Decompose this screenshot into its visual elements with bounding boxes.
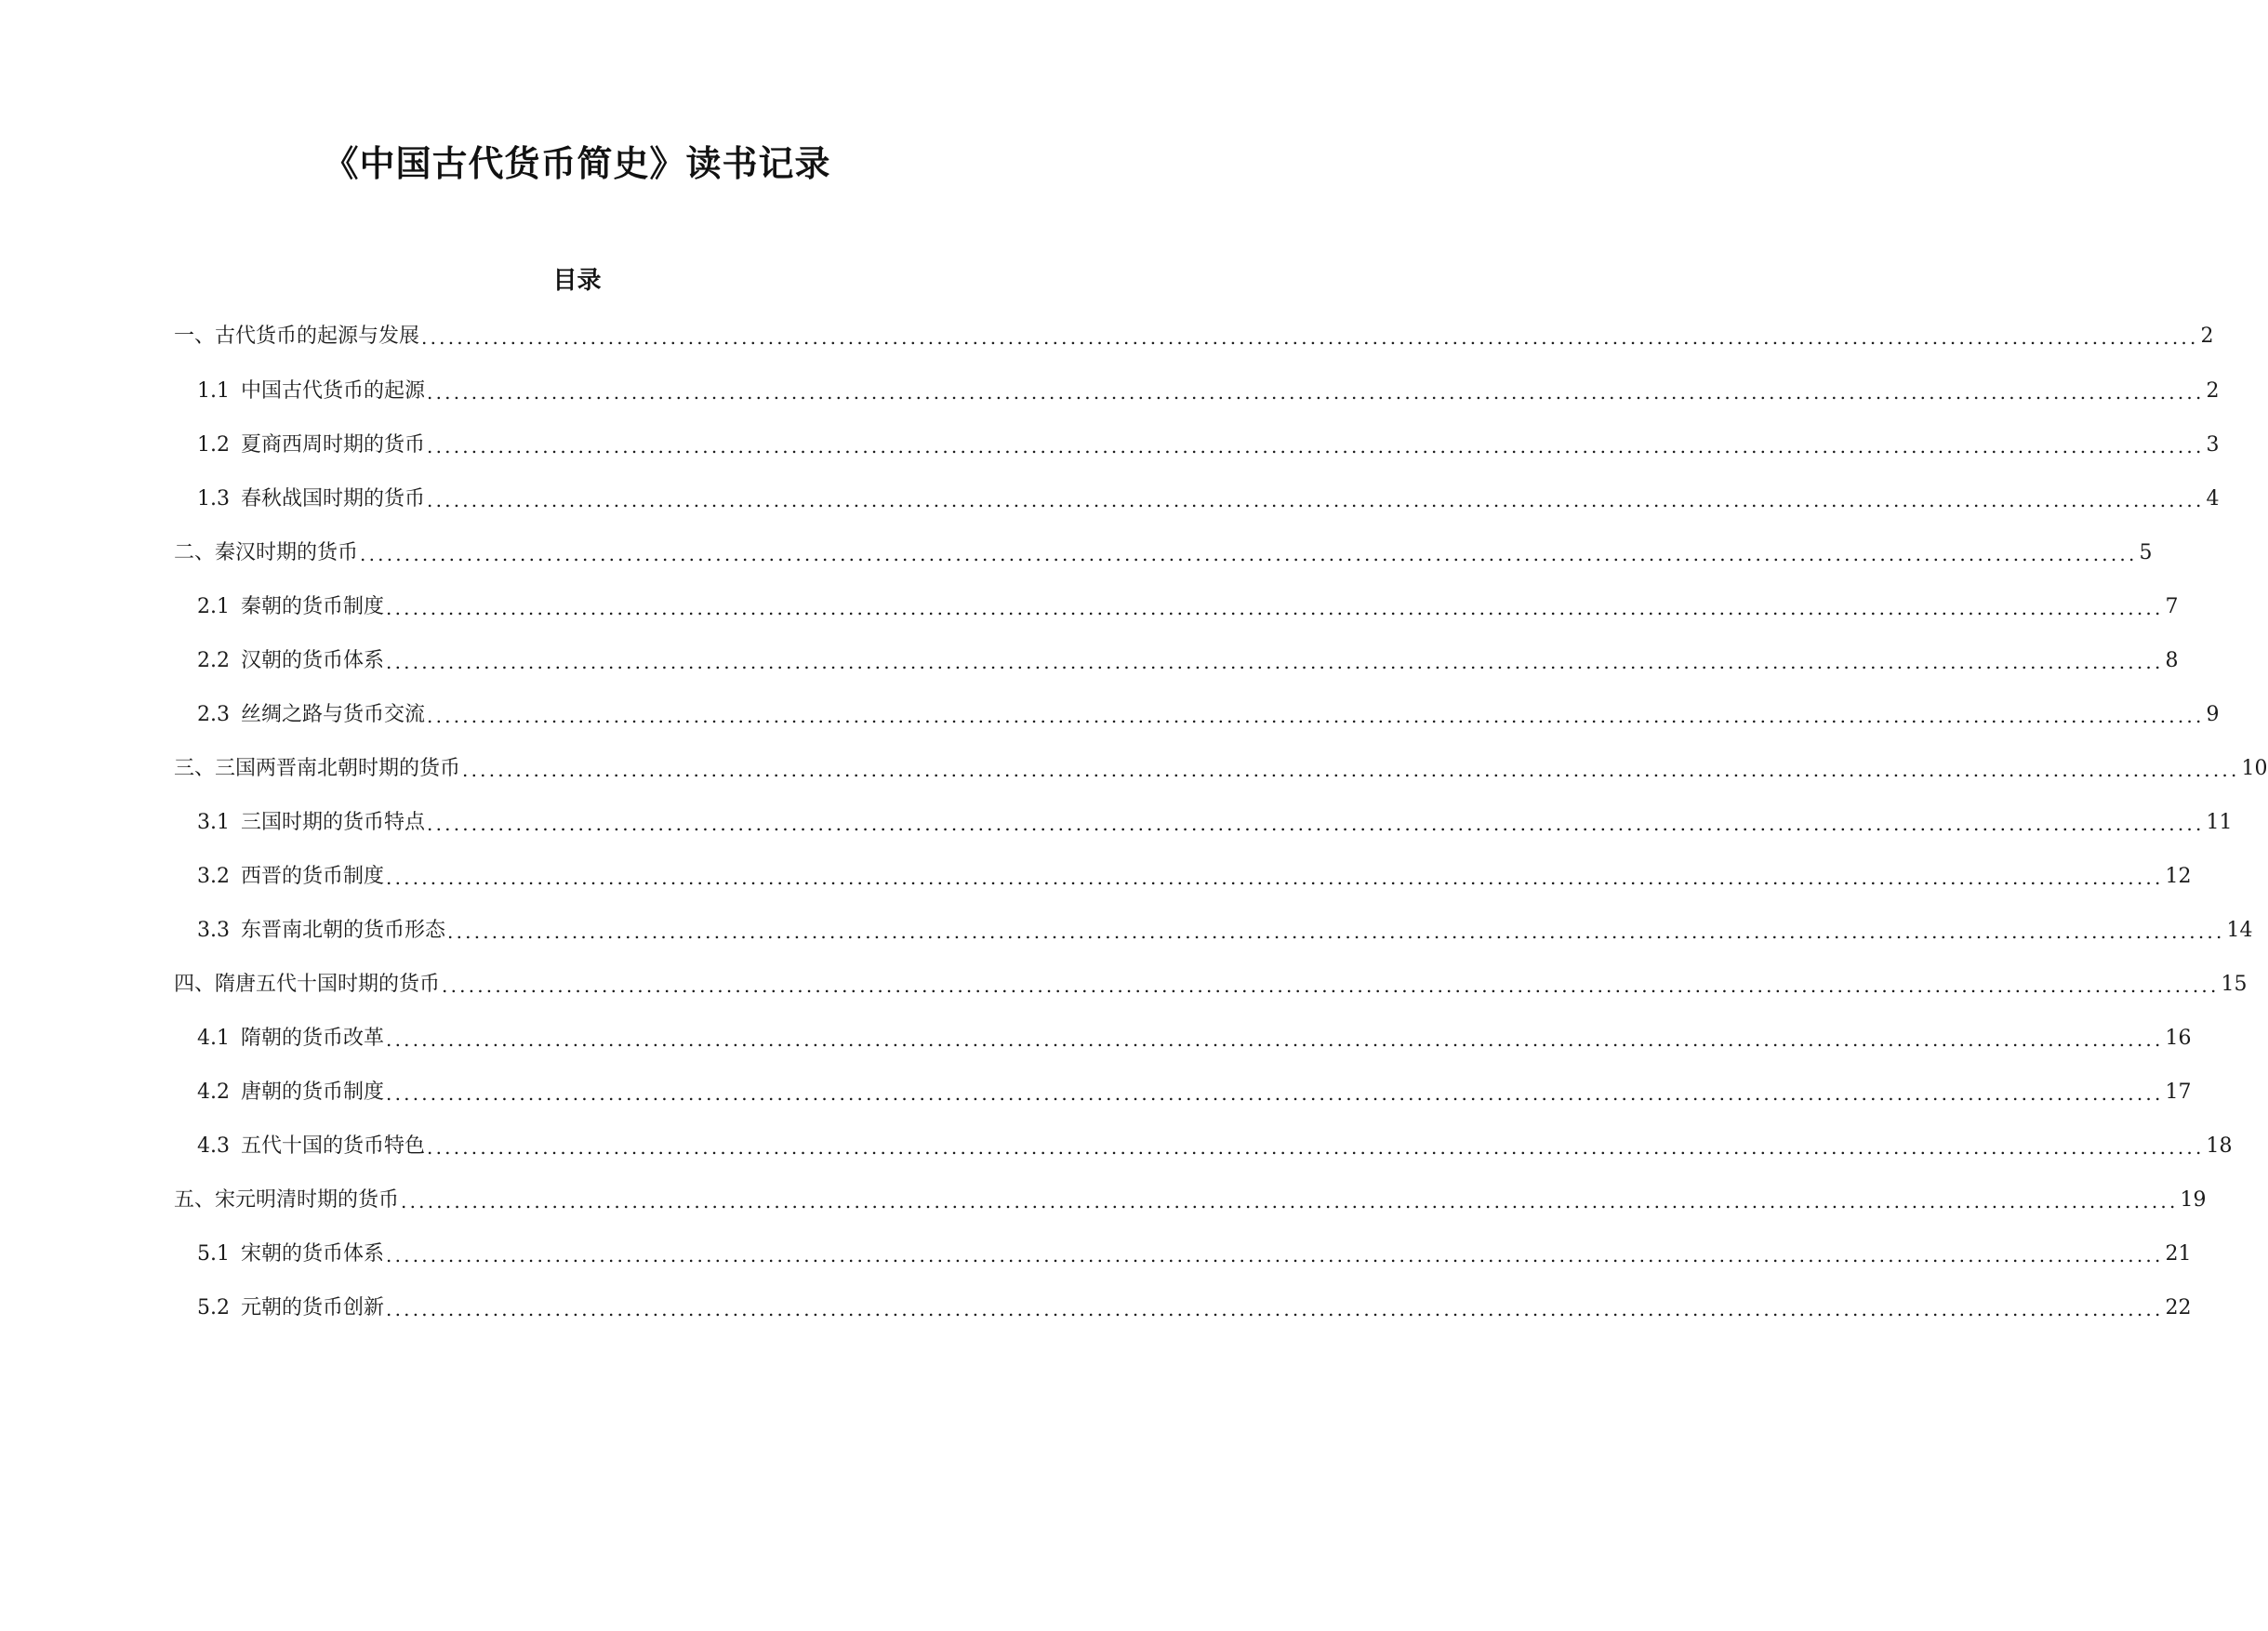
toc-entry[interactable] — [197, 806, 2233, 838]
toc-page-number: 9 — [2206, 703, 2220, 726]
toc-leader-dots: ........................................................................................................................................................................................................ — [386, 1082, 2164, 1105]
toc-leader-dots: ........................................................................................................................................................................................................ — [386, 651, 2164, 673]
toc-leader-dots: ........................................................................................................................................................................................................ — [462, 759, 2240, 781]
toc-entry-title: 西晋的货币制度 — [241, 865, 385, 888]
toc-entry-title: 四、隋唐五代十国时期的货币 — [174, 973, 441, 996]
toc-entry[interactable] — [174, 752, 2268, 784]
toc-section-number: 5.2 — [197, 1296, 230, 1319]
toc-entry[interactable] — [197, 375, 2220, 406]
toc-entry-title: 宋朝的货币体系 — [241, 1242, 385, 1266]
toc-page-number: 10 — [2241, 757, 2268, 780]
toc-section-number: 4.3 — [197, 1134, 230, 1158]
toc-entry[interactable] — [197, 1292, 2192, 1323]
toc-page-number: 15 — [2221, 973, 2248, 996]
toc-section-number: 4.2 — [197, 1081, 230, 1104]
toc-page-number: 5 — [2139, 541, 2153, 564]
toc-leader-dots: ........................................................................................................................................................................................................ — [386, 597, 2164, 619]
toc-leader-dots: ........................................................................................................................................................................................................ — [427, 489, 2205, 511]
toc-entry-title: 五、宋元明清时期的货币 — [174, 1188, 400, 1212]
toc-entry-title: 三、三国两晋南北朝时期的货币 — [174, 757, 461, 780]
toc-section-number: 2.1 — [197, 595, 230, 618]
toc-entry[interactable] — [197, 914, 2253, 946]
toc-section-number: 5.1 — [197, 1242, 230, 1266]
toc-section-number: 2.3 — [197, 703, 230, 726]
toc-leader-dots: ........................................................................................................................................................................................................ — [427, 381, 2205, 404]
toc-entry[interactable] — [197, 429, 2220, 460]
toc-entry-title: 五代十国的货币特色 — [241, 1134, 426, 1158]
toc-leader-dots: ........................................................................................................................................................................................................ — [427, 705, 2205, 727]
toc-page-number: 7 — [2165, 595, 2179, 618]
toc-page-number: 21 — [2165, 1242, 2192, 1266]
toc-leader-dots: ........................................................................................................................................................................................................ — [427, 1136, 2205, 1159]
toc-page-number: 17 — [2165, 1081, 2192, 1104]
toc-section-number: 1.1 — [197, 379, 230, 403]
toc-entry[interactable] — [197, 590, 2179, 622]
toc-page-number: 3 — [2206, 433, 2220, 457]
toc-leader-dots: ........................................................................................................................................................................................................ — [427, 813, 2205, 835]
toc-entry[interactable] — [174, 537, 2153, 568]
toc-entry-title: 三国时期的货币特点 — [241, 811, 426, 834]
toc-entry[interactable] — [174, 1184, 2207, 1215]
toc-heading: 目录 — [552, 267, 602, 295]
toc-section-number: 4.1 — [197, 1027, 230, 1050]
toc-leader-dots: ........................................................................................................................................................................................................ — [447, 921, 2225, 943]
toc-page-number: 12 — [2165, 865, 2192, 888]
toc-leader-dots: ........................................................................................................................................................................................................ — [401, 1190, 2179, 1213]
toc-entry-title: 隋朝的货币改革 — [241, 1027, 385, 1050]
toc-entry[interactable] — [197, 644, 2179, 676]
toc-page-number: 11 — [2206, 811, 2233, 834]
toc-leader-dots: ........................................................................................................................................................................................................ — [386, 867, 2164, 889]
toc-page-number: 2 — [2200, 325, 2214, 348]
toc-entry-title: 汉朝的货币体系 — [241, 649, 385, 672]
document-title: 《中国古代货币简史》读书记录 — [323, 142, 831, 184]
toc-entry-title: 唐朝的货币制度 — [241, 1081, 385, 1104]
toc-page-number: 19 — [2180, 1188, 2207, 1212]
toc-entry-title: 丝绸之路与货币交流 — [241, 703, 426, 726]
toc-page-number: 16 — [2165, 1027, 2192, 1050]
toc-leader-dots: ........................................................................................................................................................................................................ — [427, 435, 2205, 457]
toc-entry-title: 东晋南北朝的货币形态 — [241, 919, 446, 942]
toc-section-number: 3.3 — [197, 919, 230, 942]
toc-entry-title: 一、古代货币的起源与发展 — [174, 325, 420, 348]
toc-page-number: 4 — [2206, 487, 2220, 511]
toc-entry[interactable] — [197, 1238, 2192, 1269]
toc-leader-dots: ........................................................................................................................................................................................................ — [386, 1028, 2164, 1051]
toc-entry[interactable] — [174, 320, 2214, 351]
toc-leader-dots: ........................................................................................................................................................................................................ — [360, 543, 2138, 565]
toc-section-number: 3.2 — [197, 865, 230, 888]
toc-entry-title: 元朝的货币创新 — [241, 1296, 385, 1319]
toc-section-number: 3.1 — [197, 811, 230, 834]
toc-entry[interactable] — [197, 860, 2192, 892]
toc-page-number: 22 — [2165, 1296, 2192, 1319]
toc-entry-title: 中国古代货币的起源 — [241, 379, 426, 403]
toc-page-number: 18 — [2206, 1134, 2233, 1158]
toc-page-number: 14 — [2226, 919, 2253, 942]
toc-entry[interactable] — [197, 1130, 2233, 1161]
toc-entry-title: 二、秦汉时期的货币 — [174, 541, 359, 564]
toc-section-number: 1.2 — [197, 433, 230, 457]
toc-entry-title: 夏商西周时期的货币 — [241, 433, 426, 457]
toc-page-number: 2 — [2206, 379, 2220, 403]
toc-leader-dots: ........................................................................................................................................................................................................ — [421, 326, 2199, 349]
toc-entry[interactable] — [197, 483, 2220, 514]
toc-leader-dots: ........................................................................................................................................................................................................ — [442, 975, 2220, 997]
toc-section-number: 1.3 — [197, 487, 230, 511]
toc-entry-title: 秦朝的货币制度 — [241, 595, 385, 618]
toc-section-number: 2.2 — [197, 649, 230, 672]
toc-entry-title: 春秋战国时期的货币 — [241, 487, 426, 511]
toc-leader-dots: ........................................................................................................................................................................................................ — [386, 1298, 2164, 1320]
toc-entry[interactable] — [197, 698, 2220, 730]
toc-entry[interactable] — [197, 1022, 2192, 1054]
toc-entry[interactable] — [197, 1076, 2192, 1107]
toc-page-number: 8 — [2165, 649, 2179, 672]
toc-leader-dots: ........................................................................................................................................................................................................ — [386, 1244, 2164, 1266]
toc-entry[interactable] — [174, 968, 2248, 1000]
